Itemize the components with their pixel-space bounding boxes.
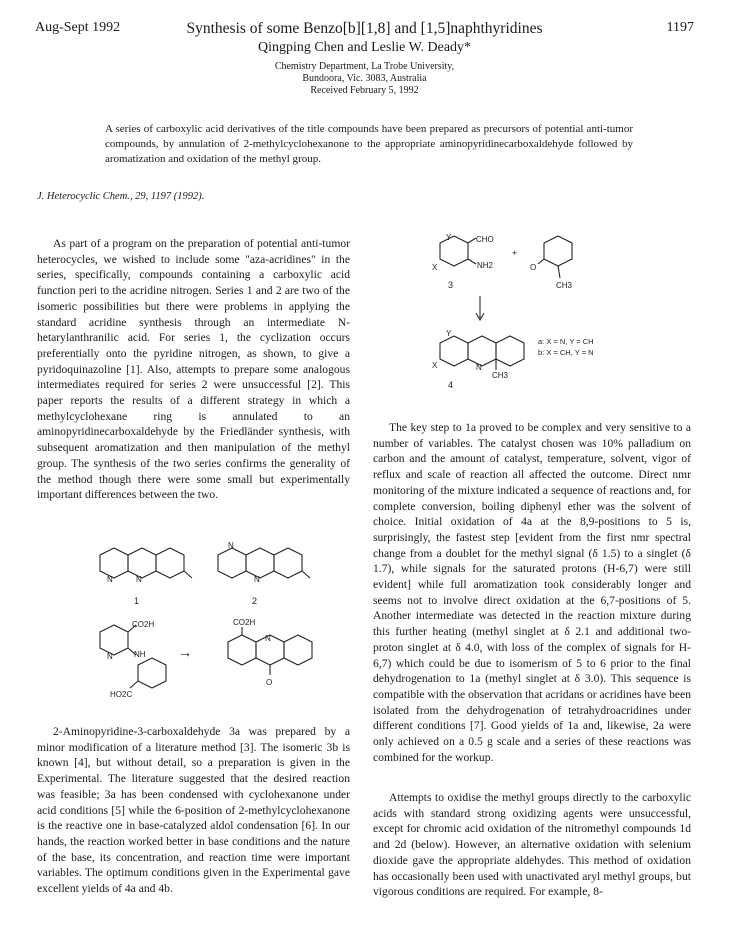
body-left-paragraph-2 xyxy=(37,724,350,897)
y-position: Y xyxy=(446,329,452,338)
body-right-paragraph-1 xyxy=(373,420,691,765)
ring-nitrogen: N xyxy=(265,634,271,643)
structure-label-1: 1 xyxy=(134,596,140,606)
journal-date: Aug-Sept 1992 xyxy=(35,20,121,35)
amino-group: NH2 xyxy=(477,261,494,270)
structure-1 xyxy=(100,548,192,606)
methyl-group: CH3 xyxy=(492,371,509,380)
ring-nitrogen: N xyxy=(136,575,142,584)
plus-sign: + xyxy=(512,248,518,258)
paragraph: The key step to 1a proved to be complex and very sensitive to a number of variables. The catalyst chosen was 10% palladium on carbon and the amount of catalyst, temperature, solvent, vigor of reflux and scale of reaction all affected the outcome. Direct nmr monitoring of the mixture indicated a sequence of reactions and, for complete conversion, boiling diphenyl ether was the solvent of choice. Initial oxidation of 4a at the 8,9-positions to 5 is, surprisingly, the fastest step [evident from the first nmr spectral change from a doublet for the methyl signal (δ 1.5) to a singlet (δ 1.7), while signals for the saturated protons (H-6,7) were still evident] while full aromatization took considerably longer and seems not to involve direct oxidation at the 6,7-positions of 5. Another intermediate was detected in the reaction mixture during this further heating (methyl singlet at δ 2.1 and additional two-proton singlet at δ 4.0, with loss of the complex of signals for H-6,7) which could be due to isomerism of 5 to 6 prior to the final dehydrogenation to 1a (methyl singlet at δ 3.0). This sequence is compatible with the observation that acridans or acridines have been isolated from the dehydrogenation of tetrahydroacridines under different conditions [7]. Good yields of 1a and, likewise, 2a were only achieved on a 0.5 g scale and a series of these reactions was combined for the workup. xyxy=(373,421,691,764)
ring-nitrogen: N xyxy=(476,363,482,372)
structure-1-2-figure xyxy=(90,540,320,610)
x-position: X xyxy=(432,361,438,370)
received-date: Received February 5, 1992 xyxy=(310,85,419,96)
anthranilic-acid-intermediate xyxy=(100,620,166,699)
ring-nitrogen: N xyxy=(107,575,113,584)
structure-3 xyxy=(432,233,494,290)
affiliation-department: Chemistry Department, La Trobe University, xyxy=(274,61,455,72)
body-right-paragraph-2 xyxy=(373,790,691,900)
structure-label-4: 4 xyxy=(448,380,454,390)
ring-nitrogen: N xyxy=(228,541,234,550)
cyclization-scheme xyxy=(90,617,340,717)
reaction-arrow: → xyxy=(178,644,192,660)
paragraph: As part of a program on the preparation of potential anti-tumor heterocycles, we wished to include some "aza-acridines" in the series, specifically, compounds containing a carboxylic acid function peri to the acridine nitrogen. Series 1 and 2 are two of the isomeric possibilities but there were problems in applying the standard acridine synthesis through an intermediate N-hetarylanthranilic acid. For series 1, the cyclization occurs preferentially onto the pyridine nitrogen, as shown, to give a pyridoquinazoline [1]. Also, attempts to prepare some analogous intermediates required for series 2 were unsuccessful [2]. This paper reports the results of a different strategy in which a methylcyclohexane ring is annulated to an aminopyridinecarboxaldehyde by the Friedländer synthesis, with subsequent aromatization and then manipulation of the methyl group. The synthesis of the two series confirms the generality of the method though there were some small but experimentally important differences between the two. xyxy=(37,237,350,502)
article-title: Synthesis of some Benzo[b][1,8] and [1,5]naphthyridines xyxy=(186,20,543,37)
y-position: Y xyxy=(446,233,452,242)
substituent-legend-b: b: X = CH, Y = N xyxy=(538,348,594,357)
paragraph: Attempts to oxidise the methyl groups directly to the carboxylic acids with standard strong oxidizing agents were unsuccessful, except for chromic acid oxidation of the nitromethyl compounds 1d and 2d (below). However, an alternative oxidation with selenium dioxide gave the appropriate aldehydes. This method of oxidation has occasionally been used with unactivated aryl methyl groups, but vigorous conditions are required. For example, 8- xyxy=(373,791,691,899)
authors: Qingping Chen and Leslie W. Deady* xyxy=(257,40,472,55)
abstract: A series of carboxylic acid derivatives of the title compounds have been prepared as precursors of potential anti-tumor compounds, by annulation of 2-methylcyclohexanone to the appropriate aminopyridinecarboxaldehyde followed by aromatization and oxidation of the methyl group. xyxy=(105,123,633,165)
ketone-oxygen: O xyxy=(530,263,537,272)
ring-nitrogen: N xyxy=(254,575,260,584)
carbonyl-oxygen: O xyxy=(266,678,273,687)
pyridoquinazoline-product xyxy=(228,618,312,687)
substituent-legend-a: a: X = N, Y = CH xyxy=(538,337,594,346)
structure-label-2: 2 xyxy=(252,596,258,606)
structure-4 xyxy=(432,329,524,390)
page-number: 1197 xyxy=(666,20,694,35)
aldehyde-group: CHO xyxy=(476,235,494,244)
citation: J. Heterocyclic Chem., 29, 1197 (1992). xyxy=(37,191,205,202)
structure-label-3: 3 xyxy=(448,280,454,290)
carboxyl-group: CO2H xyxy=(132,620,155,629)
methylcyclohexanone xyxy=(530,236,573,290)
methyl-group: CH3 xyxy=(556,281,573,290)
affiliation-address: Bundoora, Vic. 3083, Australia xyxy=(302,73,427,84)
amine-group: NH xyxy=(134,650,146,659)
structure-2 xyxy=(218,541,310,606)
paragraph: 2-Aminopyridine-3-carboxaldehyde 3a was prepared by a minor modification of a literature method [3]. The isomeric 3b is known [4], but without detail, so a preparation is given in the Experimental. The literature suggested that the desired reaction was feasible; 3a has been condensed with cyclohexanone under acid conditions [5] while the 6-position of 2-methylcyclohexanone is the reactive one in base-catalyzed aldol condensation [6]. In our hands, the reaction worked better in base conditions and the nature of the base, its concentration, and reaction time were important variables. The optimum conditions given in the Experimental gave excellent yields of 4a and 4b. xyxy=(37,725,350,896)
x-position: X xyxy=(432,263,438,272)
body-left-paragraph-1 xyxy=(37,236,350,503)
carboxyl-group: CO2H xyxy=(233,618,256,627)
friedlander-scheme xyxy=(420,228,660,393)
carboxyl-group: HO2C xyxy=(110,690,133,699)
ring-nitrogen: N xyxy=(107,652,113,661)
